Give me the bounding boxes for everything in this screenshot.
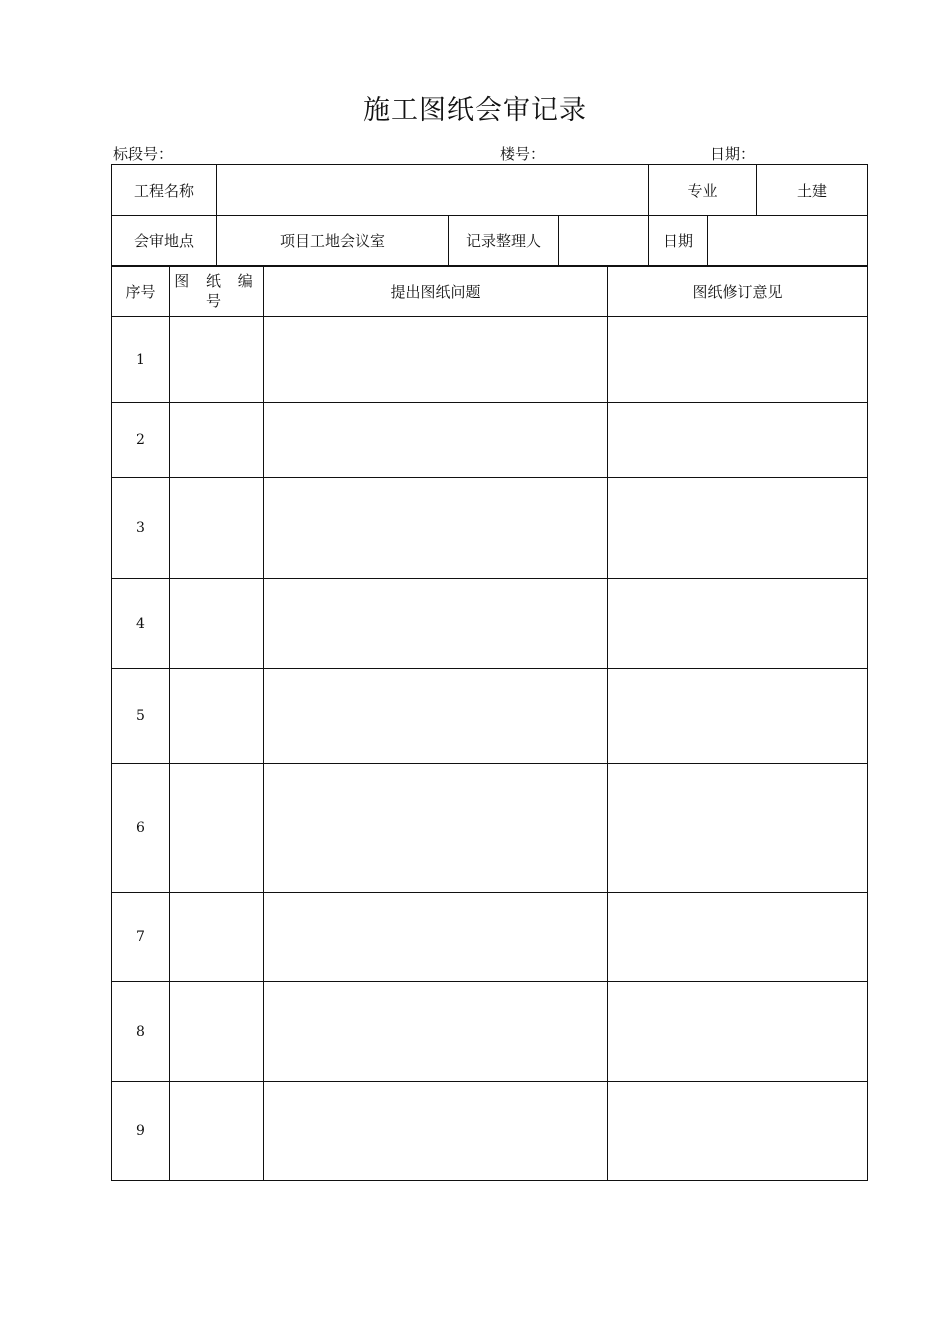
row-seq: 3: [112, 478, 170, 579]
section-number-label: 标段号：: [113, 145, 174, 163]
issue-cell[interactable]: [264, 669, 608, 764]
revision-cell[interactable]: [608, 579, 868, 669]
discipline-value[interactable]: 土建: [757, 165, 868, 216]
revision-cell[interactable]: [608, 764, 868, 893]
issue-cell[interactable]: [264, 1082, 608, 1181]
issue-cell[interactable]: [264, 317, 608, 403]
date-field[interactable]: [708, 215, 868, 266]
revision-cell[interactable]: [608, 893, 868, 982]
drawing-number-cell[interactable]: [170, 317, 264, 403]
table-row: [112, 403, 868, 478]
table-row: [112, 579, 868, 669]
table-row: [112, 317, 868, 403]
row-seq: 7: [112, 893, 170, 982]
row-seq: 9: [112, 1082, 170, 1181]
revision-cell[interactable]: [608, 1082, 868, 1181]
issue-cell[interactable]: [264, 893, 608, 982]
table-row: [112, 669, 868, 764]
recorder-label: 记录整理人: [449, 215, 559, 266]
row-seq: 2: [112, 403, 170, 478]
meeting-row: [112, 215, 868, 266]
row-seq: 1: [112, 317, 170, 403]
date-label: 日期: [649, 215, 708, 266]
issue-cell[interactable]: [264, 982, 608, 1082]
issue-cell[interactable]: [264, 403, 608, 478]
row-seq: 5: [112, 669, 170, 764]
revision-cell[interactable]: [608, 317, 868, 403]
row-seq: 6: [112, 764, 170, 893]
review-items-table: [111, 265, 868, 1181]
drawing-number-cell[interactable]: [170, 764, 264, 893]
issue-cell[interactable]: [264, 579, 608, 669]
table-row: [112, 764, 868, 893]
drawing-number-header-line1: 图 纸 编: [174, 272, 259, 290]
revision-cell[interactable]: [608, 478, 868, 579]
issue-header: 提出图纸问题: [264, 266, 608, 317]
meeting-info-table: [111, 215, 868, 267]
table-row: [112, 893, 868, 982]
discipline-label: 专业: [649, 165, 757, 216]
location-value[interactable]: 项目工地会议室: [217, 215, 449, 266]
project-name-field[interactable]: [217, 165, 649, 216]
review-form: [111, 164, 867, 1181]
project-name-label: 工程名称: [112, 165, 217, 216]
drawing-number-cell[interactable]: [170, 893, 264, 982]
drawing-number-cell[interactable]: [170, 1082, 264, 1181]
issue-cell[interactable]: [264, 764, 608, 893]
revision-cell[interactable]: [608, 982, 868, 1082]
row-seq: 8: [112, 982, 170, 1082]
table-row: [112, 1082, 868, 1181]
drawing-number-cell[interactable]: [170, 982, 264, 1082]
revision-cell[interactable]: [608, 403, 868, 478]
issue-cell[interactable]: [264, 478, 608, 579]
drawing-number-cell[interactable]: [170, 478, 264, 579]
header-date-label: 日期：: [710, 145, 756, 163]
page-title: 施工图纸会审记录: [363, 95, 587, 126]
table-row: [112, 982, 868, 1082]
revision-cell[interactable]: [608, 669, 868, 764]
drawing-number-cell[interactable]: [170, 579, 264, 669]
project-row: [112, 165, 868, 216]
project-info-table: [111, 164, 868, 216]
seq-header: 序号: [112, 266, 170, 317]
recorder-field[interactable]: [559, 215, 649, 266]
table-row: [112, 478, 868, 579]
building-number-label: 楼号：: [500, 145, 546, 163]
drawing-number-header: [170, 266, 264, 317]
drawing-number-header-line2: 号: [205, 292, 227, 310]
drawing-number-cell[interactable]: [170, 669, 264, 764]
column-header-row: [112, 266, 868, 317]
drawing-number-cell[interactable]: [170, 403, 264, 478]
location-label: 会审地点: [112, 215, 217, 266]
row-seq: 4: [112, 579, 170, 669]
revision-header: 图纸修订意见: [608, 266, 868, 317]
